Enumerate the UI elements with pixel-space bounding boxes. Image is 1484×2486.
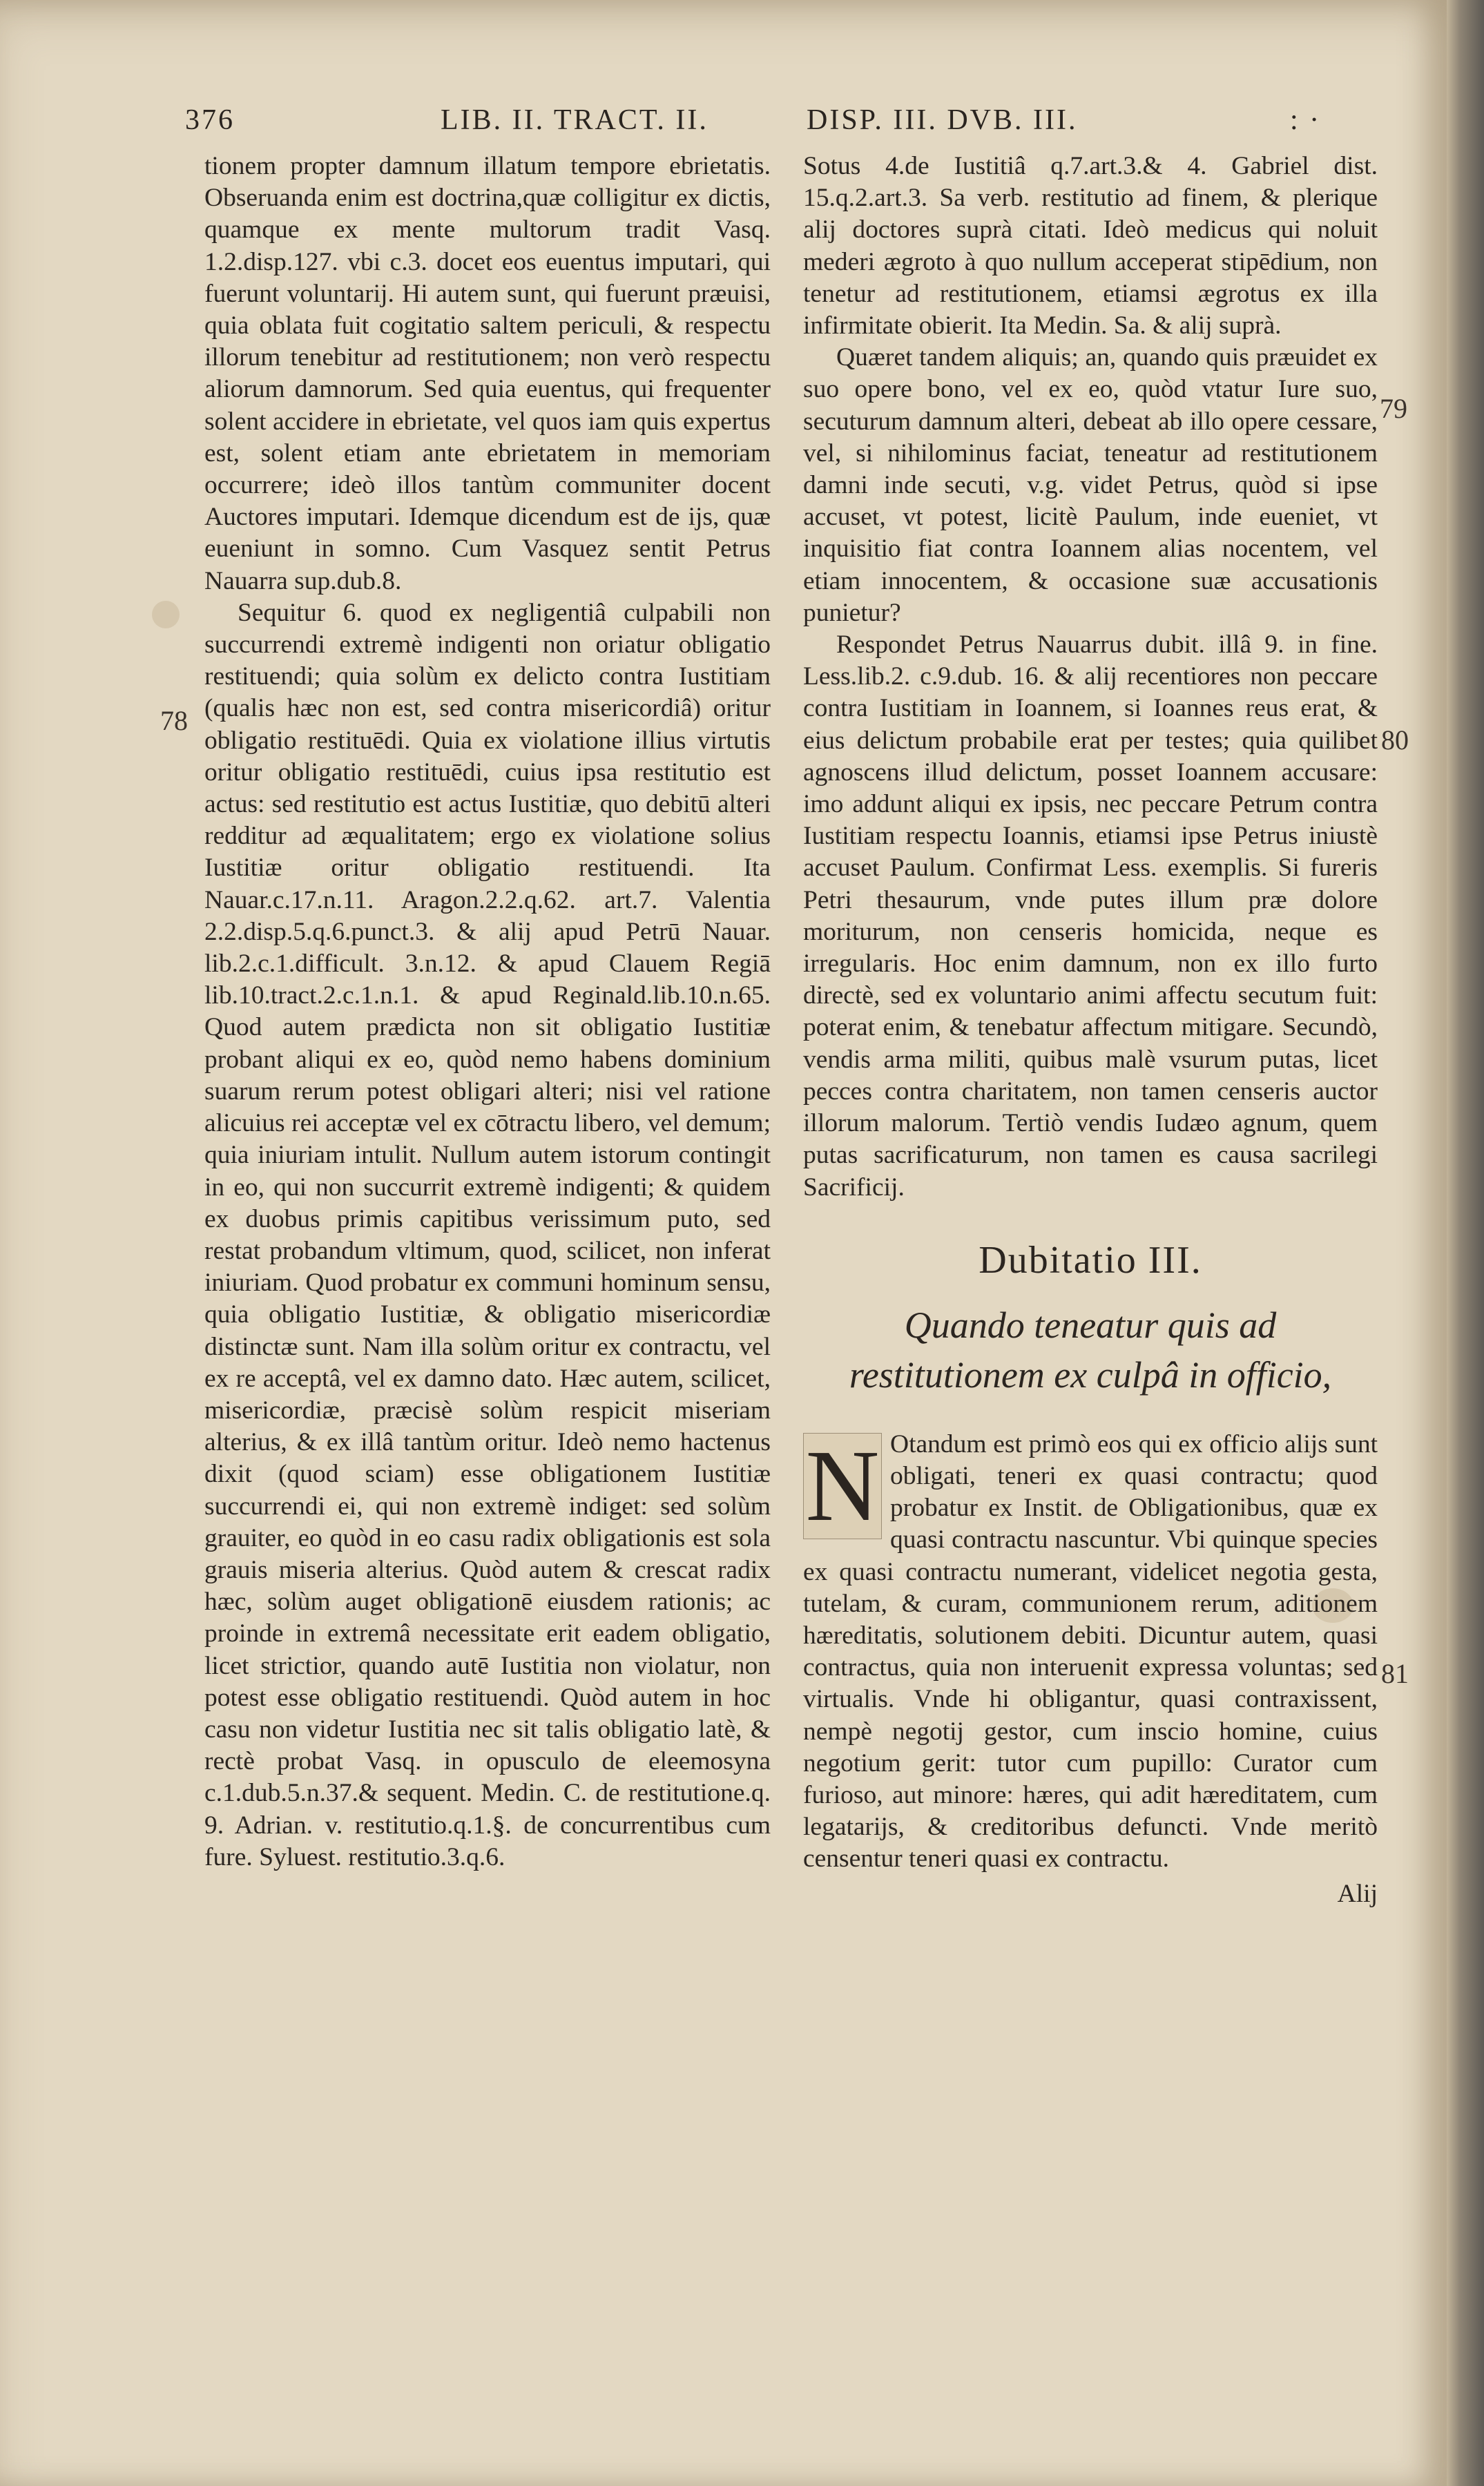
running-header [185, 104, 1407, 152]
margin-number: 81 [1381, 1658, 1409, 1689]
margin-number: 78 [160, 705, 188, 736]
running-title-right: DISP. III. DVB. III. [807, 104, 1078, 136]
paragraph: tionem propter damnum illatum tempore ebrietatis. Obseruanda enim est doctrina,quæ colligitur ex dictis, quamque ex mente multorum tradit Vasq. 1.2.disp.127. vbi c.3. docet eos euentus imputari, qui fuerunt voluntarij. Hi autem sunt, qui fuerunt præuisi, quia oblata fuit cogitatio saltem periculi, & respectu illorum tenebitur ad restitutionem; non verò respectu aliorum damnorum. Sed quia euentus, qui frequenter solent accidere in ebrietate, vel quos iam quis expertus est, solent etiam ante ebrietatem in memoriam occurrere; ideò illos tantùm communiter docent Auctores imputari. Idemque dicendum est de ijs, quæ eueniunt in somno. Cum Vasquez sentit Petrus Nauarra sup.dub.8. [204, 152, 771, 595]
left-column [204, 151, 771, 1873]
catchword: Alij [1337, 1879, 1378, 1908]
page-edge [1447, 0, 1484, 2486]
section-subheading: Quando teneatur quis ad restitutionem ex culpâ in officio, [849, 1304, 1332, 1396]
page-number: 376 [185, 104, 235, 136]
header-ornament: : · [1290, 104, 1322, 136]
right-column [803, 151, 1378, 1910]
section-heading: Dubitatio III. [979, 1238, 1202, 1282]
paragraph: Sequitur 6. quod ex negligentiâ culpabili non succurrendi extremè indigenti non oriatur obligatio restituendi; quia solùm ex delicto contra Iustitiam (qualis hæc non est, sed contra misericordiâ) oritur obligatio restituēdi. Quia ex violatione illius virtutis oritur obligatio restituēdi, cuius ipsa restitutio est actus: sed restitutio est actus Iustitiæ, quo debitū alteri redditur ad æqualitatem; ergo ex violatione solius Iustitiæ oritur obligatio restituendi. Ita Nauar.c.17.n.11. Aragon.2.2.q.62. art.7. Valentia 2.2.disp.5.q.6.punct.3. & alij apud Petrū Nauar. lib.2.c.1.difficult. 3.n.12. & apud Clauem Regiā lib.10.tract.2.c.1.n.1. & apud Reginald.lib.10.n.65. Quod autem prædicta non sit obligatio Iustitiæ probant aliqui ex eo, quòd nemo habens dominium suarum rerum potest obligari alteri; nisi vel ratione alicuius rei acceptæ vel ex cōtractu libero, vel demum; quia iniuriam intulit. Nullum autem istorum contingit in eo, qui non succurrit extremè indigenti; & quidem ex duobus primis capitibus verissimum puto, sed restat probandum vltimum, quod, scilicet, non inferat iniuriam. Quod probatur ex communi hominum sensu, quia obligatio Iustitiæ, & obligatio misericordiæ distinctæ sunt. Nam illa solùm oritur ex contractu, vel ex re acceptâ, vel ex damno dato. Hæc autem, scilicet, misericordiæ, præcisè solùm respicit miseriam alterius, & ex illâ tantùm oritur. Ideò nemo hactenus dixit (quod sciam) esse obligationem Iustitiæ succurrendi ei, qui non extremè indiget: sed solùm grauiter, eo quòd in eo casu radix obligationis est sola grauis miseria alterius. Quòd autem & crescat radix hæc, solùm auget obligationē eiusdem rationis; ac proinde in extremâ necessitate erit eadem obligatio, licet strictior, quando autē Iustitia non violatur, non potest esse obligatio restituendi. Quòd autem in hoc casu non videtur Iustitia nec sit talis obligatio latè, & rectè probat Vasq. in opusculo de eleemosyna c.1.dub.5.n.37.& sequent. Medin. C. de restitutione.q. 9. Adrian. v. restitutio.q.1.§. de concurrentibus cum fure. Syluest. restitutio.3.q.6. [204, 598, 771, 1871]
section-paragraph-text: Otandum est primò eos qui ex officio alijs sunt obligati, teneri ex quasi contractu; quod probatur ex Instit. de Obligationibus, quæ ex quasi contractu nascuntur. Vbi quinque species ex quasi contractu numerant, videlicet negotia gesta, tutelam, & curam, communionem rerum, aditionem hæreditatis, solutionem debiti. Dicuntur autem, quasi contractus, quia non interuenit expressa voluntas; sed virtualis. Vnde hi obligantur, quasi contraxissent, nempè negotij gestor, cum inscio homine, cuius negotium gerit: tutor cum pupillo: Curator cum furioso, aut minore: hæres, qui adit hæreditatem, cum legatarijs, & creditoribus defuncti. Vnde meritò censentur teneri quasi ex contractu. [803, 1429, 1378, 1873]
paragraph: Sotus 4.de Iustitiâ q.7.art.3.& 4. Gabriel dist. 15.q.2.art.3. Sa verb. restitutio ad finem, & plerique alij doctores suprà citati. Ideò medicus qui noluit mederi ægroto à quo nullum acceperat stipēdium, non tenetur ad restitutionem, etiamsi ægrotus ex illa infirmitate obierit. Ita Medin. Sa. & alij suprà. [803, 152, 1378, 340]
margin-number: 80 [1381, 724, 1409, 755]
paper-stain [152, 601, 180, 628]
paragraph: Quæret tandem aliquis; an, quando quis præuidet ex suo opere bono, vel ex eo, quòd vtatur Iure suo, secuturum damnum alteri, debeat ab illo opere cessare, vel, si nihilominus faciat, teneatur ad restitutionem damni inde secuti, v.g. videt Petrus, quòd si ipse accuset, vt potest, licitè Paulum, inde eueniet, vt inquisitio fiat contra Ioannem alias nocentem, vel etiam innocentem, & occasione suæ accusationis punietur? [803, 343, 1378, 627]
section-paragraph [803, 1429, 1378, 1876]
margin-number: 79 [1380, 393, 1407, 424]
drop-cap: N [803, 1433, 882, 1539]
paragraph: Respondet Petrus Nauarrus dubit. illâ 9. in fine. Less.lib.2. c.9.dub. 16. & alij recentiores non peccare contra Iustitiam in Ioannem, si Ioannes reus erat, & eius delictum probabile erat per testes; quia quilibet agnoscens illud delictum, posset Ioannem accusare: imo addunt aliqui ex ipsis, nec peccare Petrum contra Iustitiam respectu Ioannis, etiamsi ipse Petrus iniustè accuset Paulum. Confirmat Less. exemplis. Si fureris Petri thesaurum, vnde putes illum præ dolore moriturum, non censeris homicida, neque es irregularis. Hoc enim damnum, non ex illo furto directè, sed ex voluntario animi affectu secutum fuit: poterat enim, & tenebatur affectum mitigare. Secundò, vendis arma militi, quibus malè vsurum putas, licet pecces contra charitatem, non tamen censeris auctor illorum malorum. Tertiò vendis Iudæo agnum, quem putas sacrificaturum, non tamen es causa sacrilegi Sacrificij. [803, 630, 1378, 1202]
running-title-left: LIB. II. TRACT. II. [441, 104, 709, 136]
